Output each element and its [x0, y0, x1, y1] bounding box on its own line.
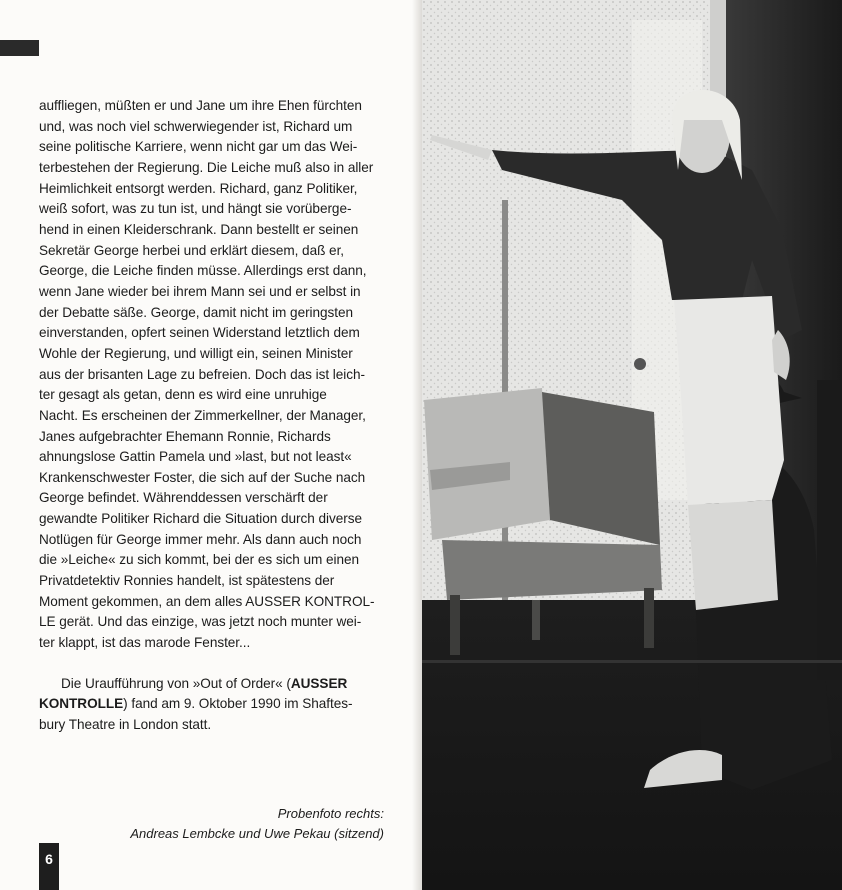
body-text [39, 96, 387, 736]
photo-caption [84, 804, 384, 844]
plot-line: auffliegen, müßten er und Jane um ihre Ehen fürchten [39, 98, 362, 113]
plot-line: George, die Leiche finden müsse. Allerdings erst dann, [39, 263, 367, 279]
plot-line: Nacht. Es erscheinen der Zimmerkellner, der Manager, [39, 407, 366, 423]
premiere-line-1: Die Uraufführung von »Out of Order« (AUSSER [61, 675, 348, 691]
plot-line: Krankenschwester Foster, die sich auf der Suche nach [39, 469, 366, 485]
plot-line: terbestehen der Regierung. Die Leiche muß also in aller [39, 159, 374, 175]
plot-line: ter gesagt als getan, denn es wird eine unruhige [39, 387, 327, 403]
paragraph-plot-summary [39, 96, 387, 654]
plot-line: wenn Jane wieder bei ihrem Mann sei und er selbst in [39, 283, 361, 299]
plot-line: Wohle der Regierung, und willigt ein, seinen Minister [39, 345, 353, 361]
plot-line: Notlügen für George immer mehr. Als dann auch noch [39, 531, 362, 547]
plot-line: der Debatte säße. George, damit nicht im geringsten [39, 304, 354, 320]
caption-line-1: Probenfoto rechts: [277, 806, 384, 821]
plot-line: Privatdetektiv Ronnies handelt, ist spätestens der [39, 573, 335, 589]
plot-line: Janes aufgebrachter Ehemann Ronnie, Richards [39, 428, 331, 444]
plot-line: Heimlichkeit entsorgt werden. Richard, ganz Politiker, [39, 180, 358, 196]
caption-line-2: Andreas Lembcke und Uwe Pekau (sitzend) [130, 826, 384, 841]
plot-line: aus der brisanten Lage zu befreien. Doch das ist leich- [39, 366, 365, 382]
plot-line: hend in einen Kleiderschrank. Dann bestellt er seinen [39, 221, 359, 237]
plot-line: Sekretär George herbei und erklärt diesem, daß er, [39, 242, 345, 258]
plot-line: ahnungslose Gattin Pamela und »last, but not least« [39, 449, 352, 465]
plot-line: Moment gekommen, an dem alles AUSSER KONTROL- [39, 593, 375, 609]
plot-line: weiß sofort, was zu tun ist, und hängt sie vorüberge- [39, 201, 352, 217]
plot-line: ter klappt, ist das marode Fenster... [39, 635, 251, 651]
paragraph-premiere [39, 674, 387, 736]
plot-line: gewandte Politiker Richard die Situation durch diverse [39, 511, 362, 527]
title-bold-kontrolle: KONTROLLE [39, 696, 124, 712]
premiere-line-3: bury Theatre in London statt. [39, 717, 212, 733]
plot-line: seine politische Karriere, wenn nicht gar um das Wei- [39, 139, 358, 155]
premiere-line-2: KONTROLLE) fand am 9. Oktober 1990 im Shaftes- [39, 696, 353, 712]
plot-line: und, was noch viel schwerwiegender ist, Richard um [39, 118, 353, 134]
page-number: 6 [39, 843, 59, 890]
plot-line: LE gerät. Und das einzige, was jetzt noch munter wei- [39, 614, 362, 630]
rehearsal-photo-image [422, 0, 842, 890]
plot-line: einverstanden, opfert seinen Widerstand letztlich dem [39, 325, 360, 341]
plot-line: die »Leiche« zu sich kommt, bei der es sich um einen [39, 552, 360, 568]
corner-mark [0, 40, 39, 56]
title-bold-ausser: AUSSER [290, 675, 348, 691]
rehearsal-photo [422, 0, 842, 890]
plot-line: George befindet. Währenddessen verschärft der [39, 490, 328, 506]
